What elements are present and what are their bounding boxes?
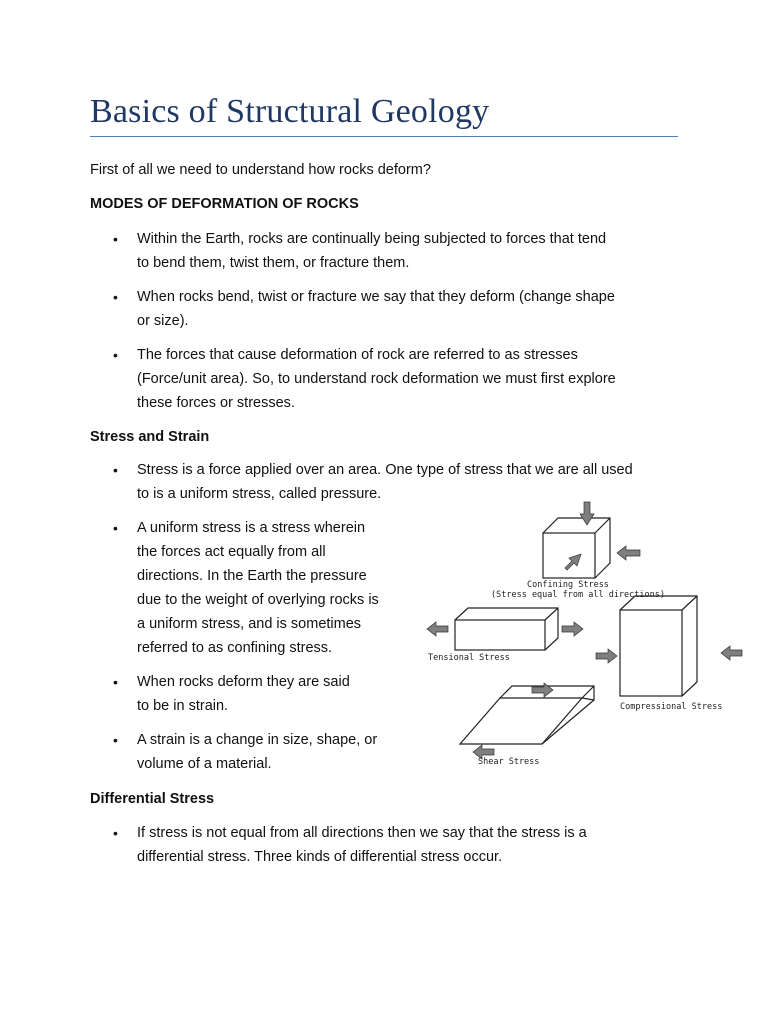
compressional-arrow-right <box>596 649 617 663</box>
bullet-list-modes <box>0 227 616 425</box>
shear-arrow-right <box>532 683 553 697</box>
tensional-arrow-right <box>562 622 583 636</box>
list-item: • Within the Earth, rocks are continually being subjected to forces that tend to bend them, twist them, or fracture them. <box>0 227 616 275</box>
bullet-marker: • <box>113 732 118 748</box>
tensional-stress-label: Tensional Stress <box>428 653 510 663</box>
bullet-marker: • <box>113 520 118 536</box>
bullet-marker: • <box>113 674 118 690</box>
title-underline <box>90 136 678 137</box>
bullet-list-differential <box>0 821 587 879</box>
section-heading-modes: MODES OF DEFORMATION OF ROCKS <box>90 196 359 212</box>
intro-paragraph: First of all we need to understand how rocks deform? <box>90 162 431 178</box>
list-item: • The forces that cause deformation of rock are referred to as stresses (Force/unit area). So, to understand rock deformation we must first explore these forces or stresses. <box>0 343 616 415</box>
confining-stress-cube <box>543 518 610 578</box>
section-heading-differential: Differential Stress <box>90 791 215 807</box>
list-item: • A strain is a change in size, shape, or volume of a material. <box>0 728 633 776</box>
list-item: • When rocks bend, twist or fracture we say that they deform (change shape or size). <box>0 285 616 333</box>
confining-arrow-left <box>617 546 640 560</box>
tensional-stress-block <box>455 608 558 650</box>
bullet-marker: • <box>113 231 118 247</box>
stress-types-figure <box>420 498 750 773</box>
confining-stress-sublabel: (Stress equal from all directions) <box>491 590 665 600</box>
bullet-marker: • <box>113 825 118 841</box>
compressional-stress-block <box>620 596 697 696</box>
page-title: Basics of Structural Geology <box>90 93 490 130</box>
bullet-marker: • <box>113 347 118 363</box>
list-item: • If stress is not equal from all directions then we say that the stress is a differential stress. Three kinds of differential stress occur. <box>0 821 587 869</box>
compressional-stress-label: Compressional Stress <box>620 702 723 712</box>
shear-stress-block <box>460 686 594 744</box>
section-heading-stress-strain: Stress and Strain <box>90 429 210 445</box>
shear-stress-label: Shear Stress <box>478 757 540 767</box>
list-item: • Stress is a force applied over an area. One type of stress that we are all used to is a uniform stress, called pressure. <box>0 458 633 506</box>
tensional-arrow-left <box>427 622 448 636</box>
bullet-marker: • <box>113 289 118 305</box>
stress-diagram <box>420 498 750 773</box>
list-item: • When rocks deform they are said to be in strain. <box>0 670 633 718</box>
list-item: • A uniform stress is a stress wherein the forces act equally from all directions. In the Earth the pressure due to the weight of overlying rocks is a uniform stress, and is sometimes referred to as confining stress. <box>0 516 633 660</box>
compressional-arrow-left <box>721 646 742 660</box>
confining-stress-label: Confining Stress <box>527 580 609 590</box>
bullet-marker: • <box>113 462 118 478</box>
confining-arrow-down <box>580 502 594 525</box>
